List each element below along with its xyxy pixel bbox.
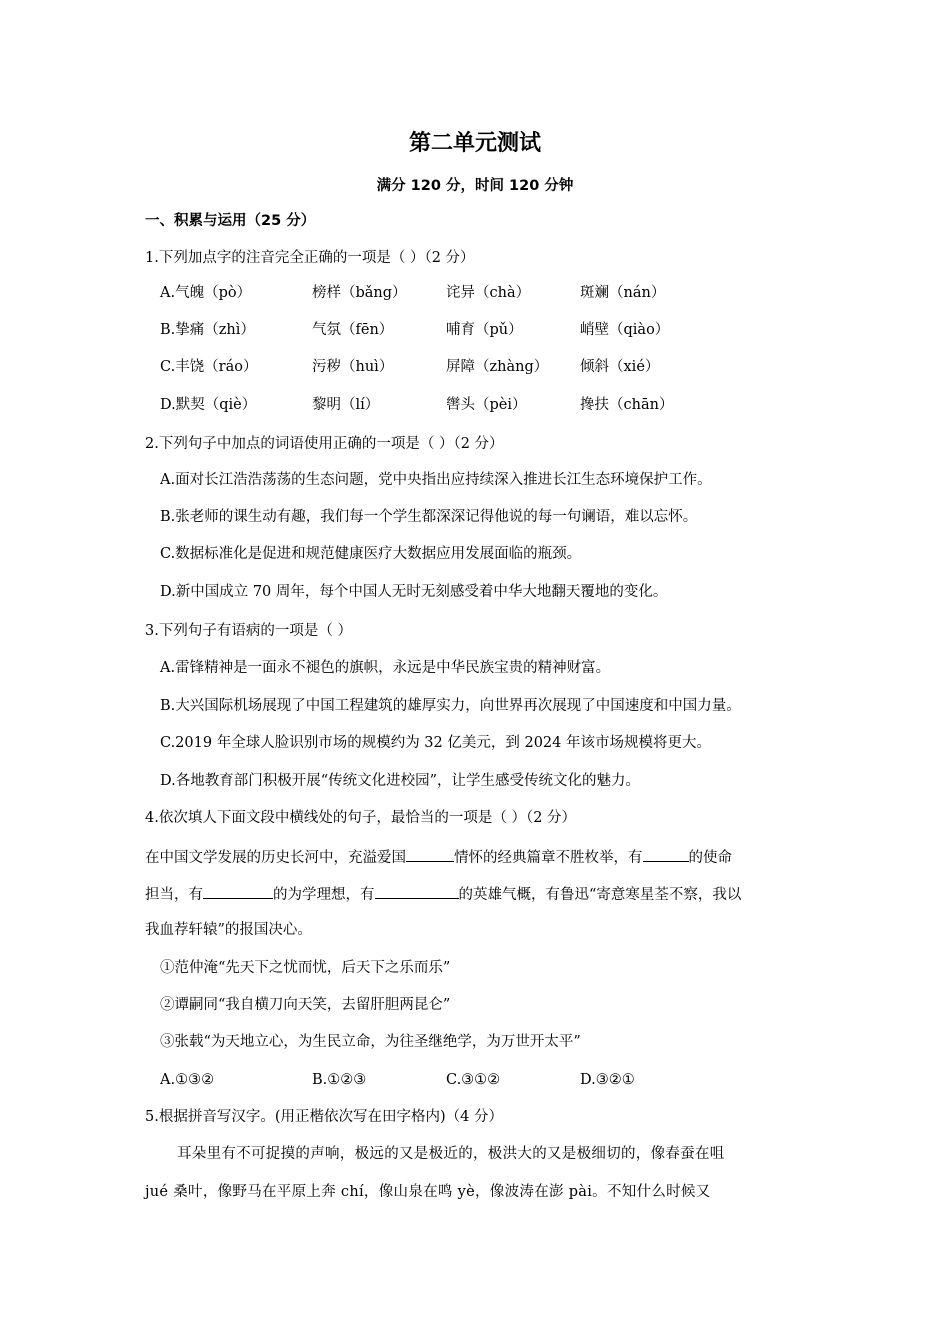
question-3-stem: 3.下列句子有语病的一项是（ ） <box>145 623 352 639</box>
question-4-passage-line-3: 我血荐轩辕”的报国决心。 <box>145 922 312 938</box>
question-4-item-3: ③张载“为天地立心，为生民立命，为往圣继绝学，为万世开太平” <box>160 1034 581 1050</box>
fill-blank <box>203 883 273 899</box>
question-3-option-a: A.雷锋精神是一面永不褪色的旗帜，永远是中华民族宝贵的精神财富。 <box>160 660 611 676</box>
option-c-1: C.丰饶（ráo） <box>160 359 258 375</box>
question-2-option-b: B.张老师的课生动有趣，我们每一个学生都深深记得他说的每一句谰语，难以忘怀。 <box>160 509 698 525</box>
option-a-4: 斑斓（nán） <box>580 285 666 301</box>
question-2-option-d: D.新中国成立 70 周年，每个中国人无时无刻感受着中华大地翻天覆地的变化。 <box>160 584 668 600</box>
question-4-passage-line-1 <box>145 846 732 868</box>
question-4-choice-c: C.③①② <box>446 1072 501 1088</box>
section-heading: 一、积累与运用（25 分） <box>145 213 316 229</box>
question-4-choice-a: A.①③② <box>160 1072 215 1088</box>
fill-blank <box>643 846 689 862</box>
option-b-4: 峭壁（qiào） <box>580 322 670 338</box>
option-b-3: 哺育（pǔ） <box>446 322 523 338</box>
question-4-item-2: ②谭嗣同“我自横刀向天笑，去留肝胆两昆仑” <box>160 997 451 1013</box>
question-3-option-d: D.各地教育部门积极开展“传统文化进校园”，让学生感受传统文化的魅力。 <box>160 773 641 789</box>
question-4-item-1: ①范仲淹“先天下之忧而忧，后天下之乐而乐” <box>160 960 451 976</box>
question-4-stem: 4.依次填人下面文段中横线处的句子，最恰当的一项是（ ）（2 分） <box>145 810 577 826</box>
question-5-stem: 5.根据拼音写汉字。(用正楷依次写在田字格内)（4 分） <box>145 1109 503 1125</box>
question-2-stem: 2.下列句子中加点的词语使用正确的一项是（ ）（2 分） <box>145 436 504 452</box>
fill-blank <box>406 846 454 862</box>
question-3-option-c: C.2019 年全球人脸识别市场的规模约为 32 亿美元，到 2024 年该市场规模将更大。 <box>160 735 711 751</box>
passage-text: 的英雄气概，有鲁迅“寄意寒星荃不察，我以 <box>458 887 742 903</box>
question-3-option-b: B.大兴国际机场展现了中国工程建筑的雄厚实力，向世界再次展现了中国速度和中国力量。 <box>160 698 741 714</box>
option-c-3: 屏障（zhàng） <box>446 359 549 375</box>
question-4-choice-d: D.③②① <box>580 1072 635 1088</box>
option-a-1: A.气魄（pò） <box>160 285 252 301</box>
option-d-1: D.默契（qiè） <box>160 397 257 413</box>
question-2-option-a: A.面对长江浩浩荡荡的生态问题，党中央指出应持续深入推进长江生态环境保护工作。 <box>160 472 712 488</box>
option-a-2: 榜样（bǎng） <box>312 285 407 301</box>
question-5-passage-line-1: 耳朵里有不可捉摸的声响，极远的又是极近的，极洪大的又是极细切的，像春蚕在咀 <box>177 1146 725 1162</box>
option-d-4: 搀扶（chān） <box>580 397 674 413</box>
passage-text: 的使命 <box>688 850 732 866</box>
question-1-stem: 1.下列加点字的注音完全正确的一项是（ ）（2 分） <box>145 250 475 266</box>
page-title: 第二单元测试 <box>408 131 541 156</box>
question-2-option-c: C.数据标准化是促进和规范健康医疗大数据应用发展面临的瓶颈。 <box>160 546 582 562</box>
question-4-choice-b: B.①②③ <box>312 1072 367 1088</box>
option-c-2: 污秽（huì） <box>312 359 394 375</box>
option-b-1: B.挚痛（zhì） <box>160 322 255 338</box>
fill-blank <box>375 883 459 899</box>
passage-text: 在中国文学发展的历史长河中，充溢爱国 <box>145 850 406 866</box>
option-c-4: 倾斜（xié） <box>580 359 660 375</box>
question-5-passage-line-2: jué 桑叶，像野马在平原上奔 chí，像山泉在鸣 yè，像波涛在澎 pài。不知什么时候又 <box>145 1184 711 1200</box>
option-a-3: 诧异（chà） <box>446 285 531 301</box>
option-d-3: 辔头（pèi） <box>446 397 527 413</box>
passage-text: 情怀的经典篇章不胜枚举，有 <box>454 850 643 866</box>
passage-text: 担当，有 <box>145 887 203 903</box>
passage-text: 的为学理想，有 <box>273 887 375 903</box>
question-4-passage-line-2 <box>145 883 741 905</box>
score-time-info: 满分 120 分，时间 120 分钟 <box>376 178 574 194</box>
option-d-2: 黎明（lí） <box>312 397 380 413</box>
option-b-2: 气氛（fēn） <box>312 322 394 338</box>
